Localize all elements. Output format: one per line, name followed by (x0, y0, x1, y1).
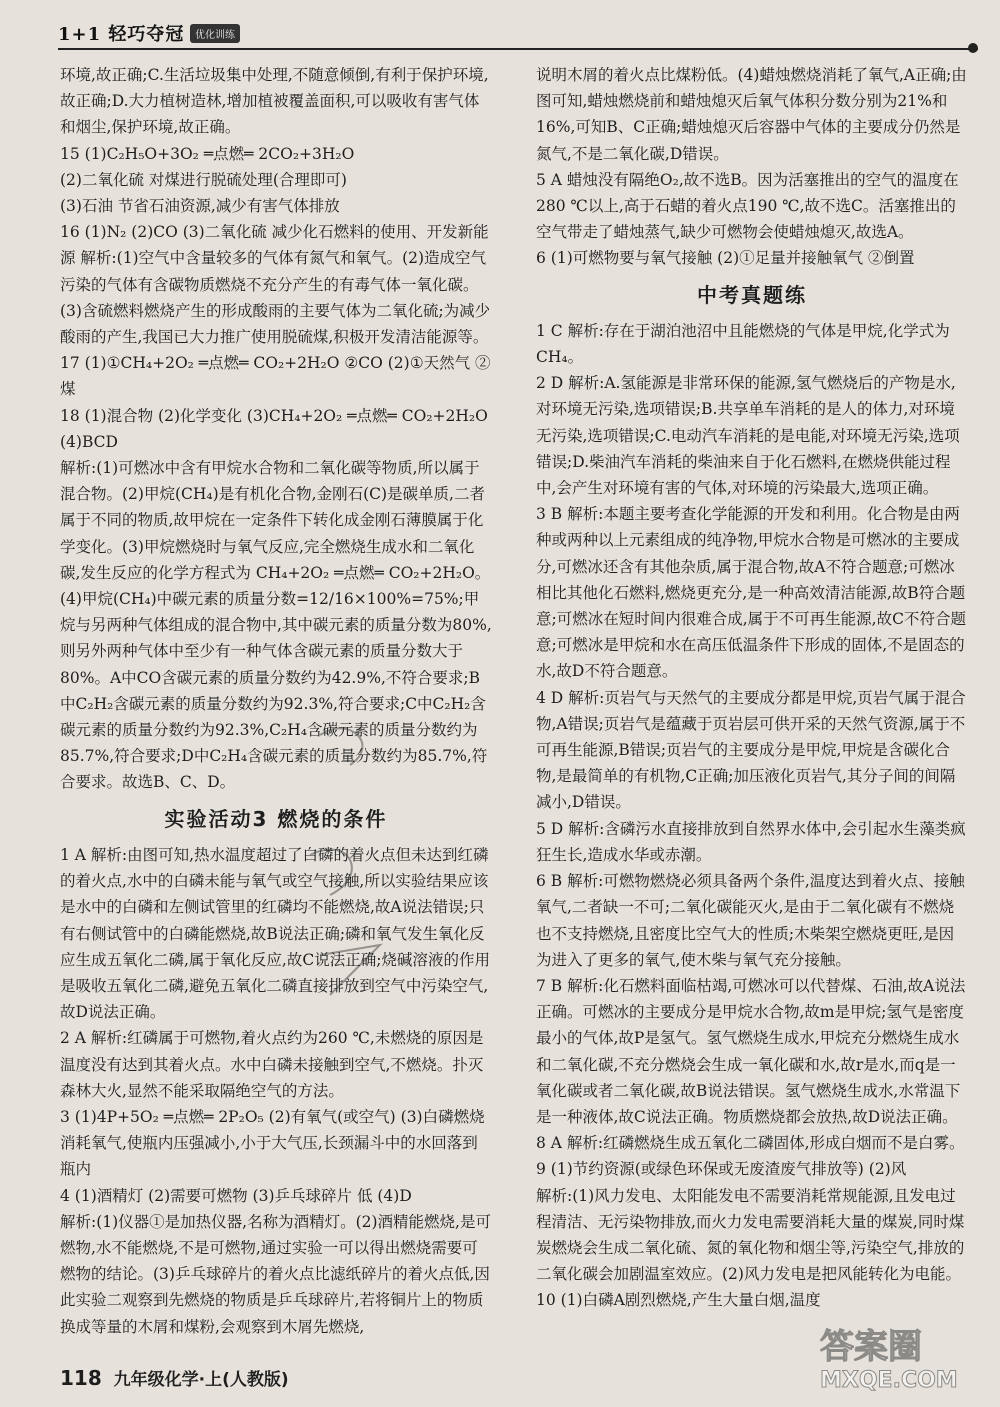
answer-exam-3: 3 B 解析:本题主要考查化学能源的开发和利用。化合物是由两种或两种以上元素组成的纯净物,甲烷水合物是可燃冰的主要成分,可燃冰还含有其他杂质,属于混合物,故A不符合题意;可燃冰相比其他化石燃料,燃烧更充分,是一种高效清洁能源,故B符合题意;可燃冰在短时间内很难合成,属于不可再生能源,故C不符合题意;可燃冰是甲烷和水在高压低温条件下形成的固体,不是固态的水,故D不符合题意。 (536, 505, 966, 681)
answer-exam-9: 9 (1)节约资源(或绿色环保或无废渣废气排放等) (2)风 (536, 1160, 907, 1179)
watermark-logo-text: 答案圈 (820, 1327, 922, 1367)
answer-exp-4: 4 (1)酒精灯 (2)需要可燃物 (3)乒乓球碎片 低 (4)D (60, 1186, 412, 1205)
answer-paragraph: 环境,故正确;C.生活垃圾集中处理,不随意倾倒,有利于保护环境,故正确;D.大力植树造林,增加植被覆盖面积,可以吸收有害气体和烟尘,保护环境,故正确。 (60, 66, 489, 137)
answer-exam-9-analysis: 解析:(1)风力发电、太阳能发电不需要消耗常规能源,且发电过程清洁、无污染物排放,而火力发电需要消耗大量的煤炭,同时煤炭燃烧会生成二氧化硫、氮的氧化物和烟尘等,污染空气,排放的二氧化碳会加剧温室效应。(2)风力发电是把风能转化为电能。 (536, 1186, 965, 1284)
watermark-domain: MXQE.COM (820, 1368, 958, 1393)
answer-exam-4: 4 D 解析:页岩气与天然气的主要成分都是甲烷,页岩气属于混合物,A错误;页岩气是蕴藏于页岩层可供开采的天然气资源,属于不可再生能源,B错误;页岩气的主要成分是甲烷,甲烷是含碳化合物,是最简单的有机物,C正确;加压液化页岩气,其分子间的间隔减小,D错误。 (536, 688, 966, 812)
header-dot-icon (968, 43, 978, 53)
answer-15-1: 15 (1)C₂H₅O+3O₂ ═点燃═ 2CO₂+3H₂O (60, 144, 355, 163)
right-column (536, 62, 968, 1314)
answer-15-3: (3)石油 节省石油资源,减少有害气体排放 (60, 197, 340, 216)
answer-exam-10: 10 (1)白磷A剧烈燃烧,产生大量白烟,温度 (536, 1291, 821, 1310)
page-header (58, 14, 978, 54)
brand-tag: 优化训练 (190, 24, 240, 43)
answer-16: 16 (1)N₂ (2)CO (3)二氧化硫 减少化石燃料的使用、开发新能源 解析:(1)空气中含量较多的气体有氮气和氧气。(2)造成空气污染的气体有含碳物质燃烧不充分产生的有毒气体一氧化碳。(3)含硫燃料燃烧产生的形成酸雨的主要气体为二氧化硫;为减少酸雨的产生,我国已大力推广使用脱硫煤,积极开发清洁能源等。 (60, 223, 491, 347)
left-column (60, 62, 492, 1340)
section-title-experiment: 实验活动3 燃烧的条件 (164, 806, 388, 831)
answer-exp-3: 3 (1)4P+5O₂ ═点燃═ 2P₂O₅ (2)有氧气(或空气) (3)白磷燃烧消耗氧气,使瓶内压强减小,小于大气压,长颈漏斗中的水回落到瓶内 (60, 1107, 485, 1179)
answer-exp-5: 5 A 蜡烛没有隔绝O₂,故不选B。因为活塞推出的空气的温度在280 ℃以上,高于石蜡的着火点190 ℃,故不选C。活塞推出的空气带走了蜡烛蒸气,缺少可燃物会使蜡烛熄灭,故选A。 (536, 170, 959, 242)
header-rule (58, 48, 978, 50)
brand-title: 1+1 轻巧夺冠 (58, 24, 185, 45)
section-title-exam: 中考真题练 (697, 282, 807, 307)
pencil-scribble-icon (290, 715, 410, 1015)
answer-exam-8: 8 A 解析:红磷燃烧生成五氧化二磷固体,形成白烟而不是白雾。 (536, 1134, 965, 1153)
page-footer (60, 1365, 289, 1390)
answer-18-analysis: 解析:(1)可燃冰中含有甲烷水合物和二氧化碳等物质,所以属于混合物。(2)甲烷(CH₄)是有机化合物,金刚石(C)是碳单质,二者属于不同的物质,故甲烷在一定条件下转化成金刚石薄膜属于化学变化。(3)甲烷燃烧时与氧气反应,完全燃烧生成水和二氧化碳,发生反应的化学方程式为 CH₄+2O₂ ═点燃═ CO₂+2H₂O。(4)甲烷(CH₄)中碳元素的质量分数=12/16×100%=75%;甲烷与另两种气体组成的混合物中,其中碳元素的质量分数为80%,则另外两种气体中至少有一种气体含碳元素的质量分数大于80%。A中CO含碳元素的质量分数约为42.9%,不符合要求;B中C₂H₂含碳元素的质量分数约为92.3%,符合要求;C中C₂H₂含碳元素的质量分数约为92.3%,C₂H₄含碳元素的质量分数约为85.7%,符合要求;D中C₂H₄含碳元素的质量分数约为85.7%,符合要求。故选B、C、D。 (60, 459, 492, 792)
answer-exp-1: 1 A 解析:由图可知,热水温度超过了白磷的着火点但未达到红磷的着火点,水中的白磷未能与氧气或空气接触,所以实验结果应该是水中的白磷和左侧试管里的红磷均不能燃烧,故A说法错误;只有右侧试管中的白磷能燃烧,故B说法正确;磷和氧气发生氧化反应生成五氧化二磷,属于氧化反应,故C说法正确;烧碱溶液的作用是吸收五氧化二磷,避免五氧化二磷直接排放到空气中污染空气,故D说法正确。 (60, 845, 490, 1022)
answer-exp-2: 2 A 解析:红磷属于可燃物,着火点约为260 ℃,未燃烧的原因是温度没有达到其着火点。水中白磷未接触到空气,不燃烧。扑灭森林大火,显然不能采取隔绝空气的方法。 (60, 1029, 484, 1100)
answer-exam-1: 1 C 解析:存在于湖泊池沼中且能燃烧的气体是甲烷,化学式为CH₄。 (536, 321, 950, 367)
answer-17: 17 (1)①CH₄+2O₂ ═点燃═ CO₂+2H₂O ②CO (2)①天然气 ②煤 (60, 354, 491, 399)
answer-15-2: (2)二氧化硫 对煤进行脱硫处理(合理即可) (60, 170, 347, 189)
page-number: 118 (60, 1366, 102, 1390)
answer-exp-4-analysis: 解析:(1)仪器①是加热仪器,名称为酒精灯。(2)酒精能燃烧,是可燃物,水不能燃烧,不是可燃物,通过实验一可以得出燃烧需要可燃物的结论。(3)乒乓球碎片的着火点比滤纸碎片的着火点低,因此实验二观察到先燃烧的物质是乒乓球碎片,若将铜片上的物质换成等量的木屑和煤粉,会观察到木屑先燃烧, (60, 1212, 491, 1336)
answer-exam-7: 7 B 解析:化石燃料面临枯竭,可燃冰可以代替煤、石油,故A说法正确。可燃冰的主要成分是甲烷水合物,故m是甲烷;氢气是密度最小的气体,故P是氢气。氢气燃烧生成水,甲烷充分燃烧生成水和二氧化碳,不充分燃烧会生成一氧化碳和水,故r是水,而q是一氧化碳或者二氧化碳,故B说法错误。氢气燃烧生成水,水常温下是一种液体,故C说法正确。物质燃烧都会放热,故D说法正确。 (536, 976, 966, 1126)
answer-exam-5: 5 D 解析:含磷污水直接排放到自然界水体中,会引起水生藻类疯狂生长,造成水华或赤潮。 (536, 819, 966, 864)
answer-exam-6: 6 B 解析:可燃物燃烧必须具备两个条件,温度达到着火点、接触氧气,二者缺一不可;二氧化碳能灭火,是由于二氧化碳有不燃烧也不支持燃烧,且密度比空气大的性质;木柴架空燃烧更旺,是因为进入了更多的氧气,使木柴与氧气充分接触。 (536, 872, 965, 969)
book-subject: 九年级化学·上(人教版) (113, 1370, 289, 1390)
answer-exp-6: 6 (1)可燃物要与氧气接触 (2)①足量并接触氧气 ②倒置 (536, 249, 915, 268)
site-watermark (820, 1319, 990, 1399)
answer-continued: 说明木屑的着火点比煤粉低。(4)蜡烛燃烧消耗了氧气,A正确;由图可知,蜡烛燃烧前和蜡烛熄灭后氧气体积分数分别为21%和16%,可知B、C正确;蜡烛熄灭后容器中气体的主要成分仍然是氮气,不是二氧化碳,D错误。 (536, 66, 967, 163)
answer-exam-2: 2 D 解析:A.氢能源是非常环保的能源,氢气燃烧后的产物是水,对环境无污染,选项错误;B.共享单车消耗的是人的体力,对环境无污染,选项错误;C.电动汽车消耗的是电能,对环境无污染,选项错误;D.柴油汽车消耗的柴油来自于化石燃料,在燃烧供能过程中,会产生对环境有害的气体,对环境的污染最大,选项正确。 (536, 374, 960, 498)
answer-18: 18 (1)混合物 (2)化学变化 (3)CH₄+2O₂ ═点燃═ CO₂+2H₂O (4)BCD (60, 406, 488, 451)
